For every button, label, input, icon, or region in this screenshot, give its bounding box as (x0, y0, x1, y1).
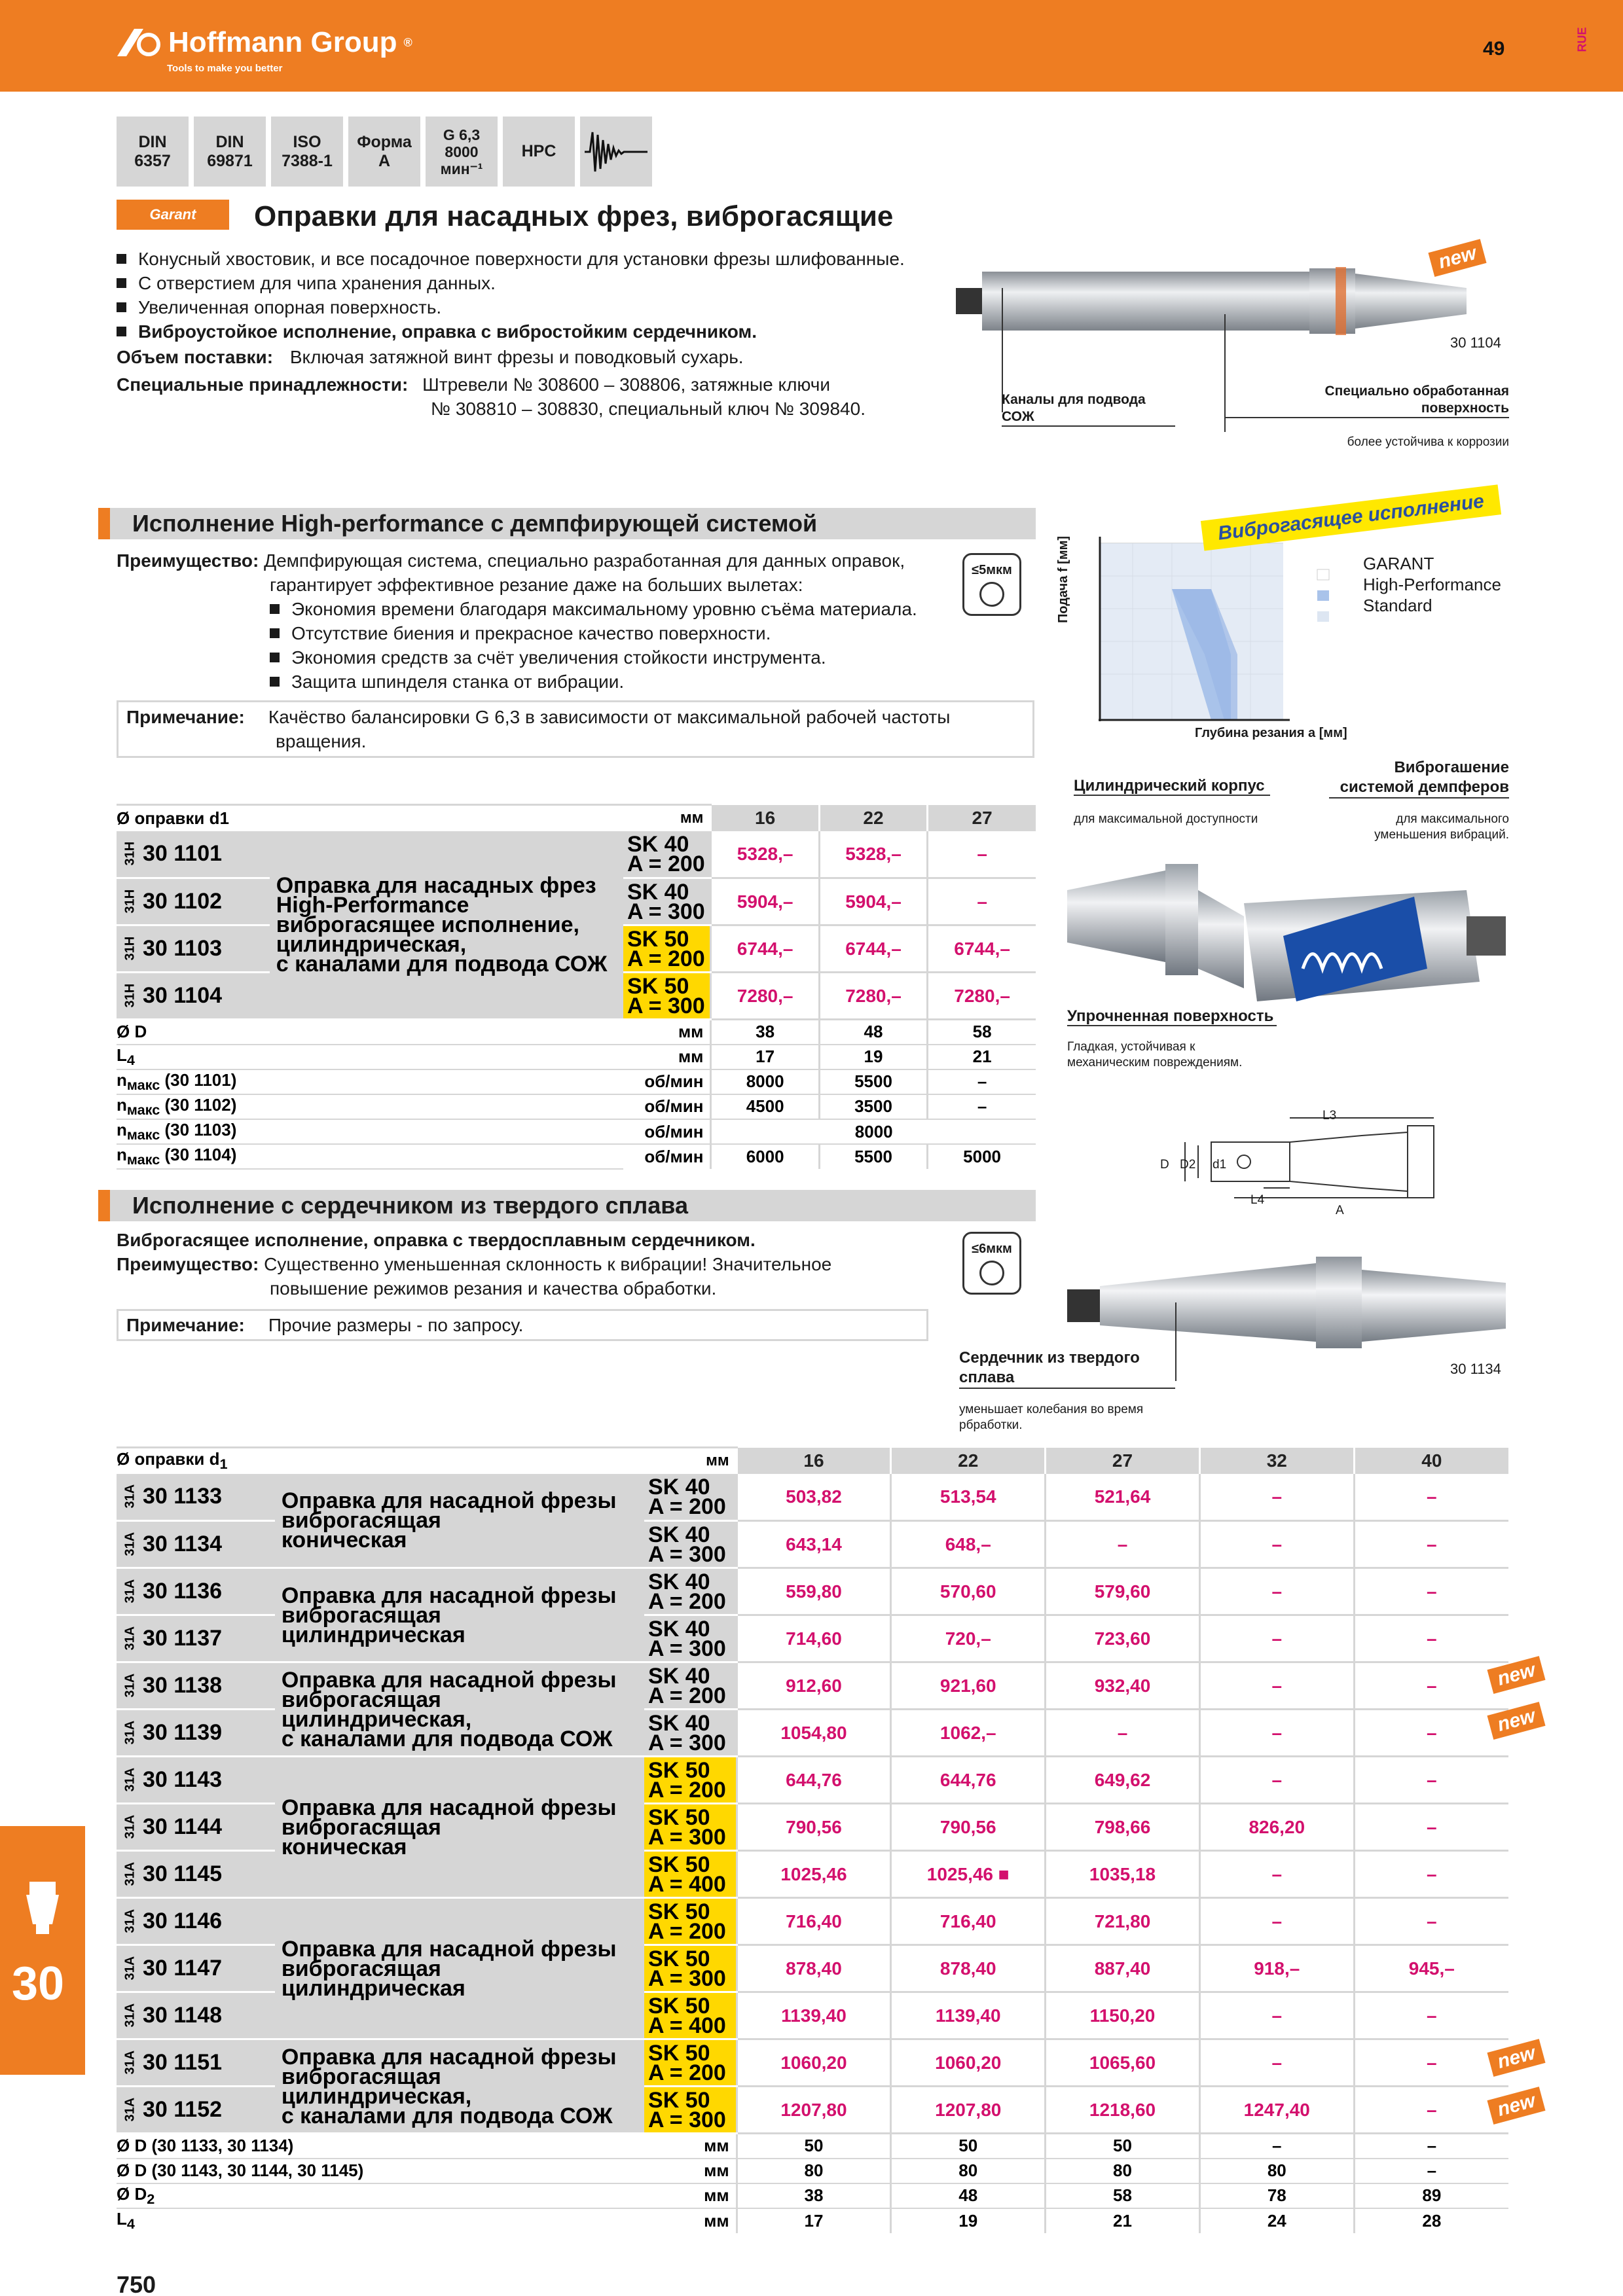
article-cell: 31A 30 1151 (117, 2039, 275, 2087)
article-number: 30 1151 (143, 2050, 223, 2075)
dimension-row: $L_4$ мм 17 19 21 24 28 (117, 2208, 1508, 2233)
price-cell: – (1046, 1710, 1200, 1757)
tolerance-badge: ≤6мкм (962, 1232, 1021, 1295)
price-cell: 1025,46 ■ (891, 1851, 1046, 1898)
table-header-row (117, 805, 1036, 831)
price-cell: 1247,40 (1199, 2087, 1354, 2134)
price-cell: 1025,46 (737, 1851, 891, 1898)
dimension-row: $n_{макс}$ (30 1104) об/мин 6000 5500 5000 (117, 1144, 1036, 1169)
price-cell: 1139,40 (891, 1992, 1046, 2039)
description-cell: Оправка для насадной фрезы виброгасящая цилиндрическая (275, 1568, 644, 1662)
price-cell: – (1354, 1662, 1508, 1710)
taper-cell: SK 40 A = 300 (644, 1710, 737, 1757)
table-row[interactable]: 31H 30 1103 SK 50 A = 200 6744,– 6744,– 6744,– (117, 925, 1036, 973)
standard-badge: HPC (503, 117, 575, 187)
feature-list (117, 247, 905, 421)
article-number: 30 1143 (143, 1767, 223, 1792)
unit-label: мм (623, 805, 711, 831)
price-cell: 1035,18 (1046, 1851, 1200, 1898)
price-cell: – (1199, 1615, 1354, 1662)
price-cell: 1218,60 (1046, 2087, 1200, 2134)
table-row[interactable]: 31H 30 1102 SK 40 A = 300 5904,– 5904,– – (117, 878, 1036, 925)
price-cell: – (1199, 1662, 1354, 1710)
table-header-row: Ø оправки $d_1$ мм 16 22 27 32 40 (117, 1448, 1508, 1474)
price-cell: 559,80 (737, 1568, 891, 1615)
table-row[interactable] (117, 1662, 1508, 1710)
feature-item: Увеличенная опорная поверхность. (138, 297, 442, 317)
price-cell: – (1354, 2087, 1508, 2134)
description-cell: Оправка для насадной фрезы виброгасящая цилиндрическая, с каналами для подвода СОЖ (275, 1662, 644, 1757)
page-title: Оправки для насадных фрез, виброгасящие (254, 200, 894, 232)
article-number: 30 1148 (143, 2003, 223, 2028)
legend-item: GARANT (1363, 554, 1434, 573)
dimension-row: Ø D (30 1143, 30 1144, 30 1145) мм 80 80 80 80 – (117, 2159, 1508, 2183)
price-cell: 887,40 (1046, 1945, 1200, 1992)
article-cell: 31A 30 1138 (117, 1662, 275, 1710)
carbide-text: Виброгасящее исполнение, оправка с твердосплавным сердечником. Преимущество: Существенно уменьшенная склонность к вибрации! Значительное повышение режимов резания и качества обработки. (117, 1230, 832, 1299)
garant-logo: Garant (117, 200, 229, 230)
standard-badge: ISO 7388-1 (271, 117, 343, 187)
article-number: 30 1133 (143, 1484, 223, 1509)
table-row[interactable] (117, 1568, 1508, 1615)
price-cell: 798,66 (1046, 1804, 1200, 1851)
caption-hardened: Упрочненная поверхность (1067, 1008, 1277, 1026)
section-bar-hp: Исполнение High-performance с демпфирующей системой (98, 508, 1036, 539)
price-cell: 644,76 (737, 1757, 891, 1804)
hp-item: Отсутствие биения и прекрасное качество поверхности. (291, 623, 771, 643)
price-cell: 945,– (1354, 1945, 1508, 1992)
caption-core: Сердечник из твердого сплава (959, 1348, 1175, 1389)
price-cell: 503,82 (737, 1474, 891, 1521)
price-cell: 1207,80 (891, 2087, 1046, 2134)
dimension-row: $n_{макс}$ (30 1103) об/мин 8000 (117, 1119, 1036, 1144)
dimension-row: $L_4$ мм 17 19 21 (117, 1045, 1036, 1069)
price-cell: – (1199, 2039, 1354, 2087)
leader-line (1175, 1302, 1176, 1381)
section-bar-carbide: Исполнение с сердечником из твердого сплава (98, 1190, 1036, 1221)
accessories-label: Специальные принадлежности: (117, 374, 409, 395)
taper-cell: SK 50 A = 300 (644, 2087, 737, 2134)
price-cell: 7280,– (711, 973, 819, 1020)
tool-holder-icon (20, 1878, 65, 1937)
price-cell: – (1354, 1992, 1508, 2039)
col-header: 27 (928, 805, 1036, 831)
chart-y-label: Подача f [мм] (1056, 535, 1070, 623)
dimension-row: $n_{макс}$ (30 1102) об/мин 4500 3500 – (117, 1094, 1036, 1119)
carbide-holder-image (1054, 1244, 1512, 1361)
description-cell: Оправка для насадной фрезы виброгасящая цилиндрическая (275, 1898, 644, 2039)
standard-badge: DIN 6357 (117, 117, 189, 187)
price-cell: 1150,20 (1046, 1992, 1200, 2039)
price-cell: – (1199, 1898, 1354, 1945)
price-cell: 721,80 (1046, 1898, 1200, 1945)
chart-x-label: Глубина резания a [мм] (1195, 726, 1347, 740)
description-cell: Оправка для насадной фрезы виброгасящая коническая (275, 1474, 644, 1568)
standard-badge: Форма A (348, 117, 420, 187)
accessories-text: Штревели № 308600 – 308806, затяжные ключи (422, 374, 831, 395)
price-cell: – (1199, 1757, 1354, 1804)
price-cell: – (1354, 1474, 1508, 1521)
price-cell: – (1199, 1710, 1354, 1757)
standard-badge: DIN 69871 (194, 117, 266, 187)
price-cell: 716,40 (891, 1898, 1046, 1945)
hp-item: Экономия средств за счёт увеличения стойкости инструмента. (291, 647, 826, 668)
delivery-label: Объем поставки: (117, 347, 274, 367)
article-cell: 31A 30 1146 (117, 1898, 275, 1945)
dimension-row: Ø D мм 38 48 58 (117, 1020, 1036, 1045)
legend-item: Standard (1363, 596, 1432, 615)
taper-cell: SK 50 A = 200 (644, 1757, 737, 1804)
price-cell: – (1046, 1521, 1200, 1568)
caption-body-sub: для максимальной доступности (1074, 812, 1258, 826)
taper-cell: SK 50 A = 300 (644, 1945, 737, 1992)
article-code: 30 1134 (1450, 1361, 1501, 1377)
price-cell: 649,62 (1046, 1757, 1200, 1804)
taper-cell: SK 50 A = 200 (644, 1898, 737, 1945)
brand-name: Hoffmann Group (168, 26, 397, 58)
hp-advantages: Преимущество: Демпфирующая система, специально разработанная для данных оправок, гарантирует эффективное резание даже на больших вылетах: Экономия времени благодаря максимальному уровню съёма материала. Отсутствие биения и прекрасное качество поверхности. Экономия средств за счёт увеличения стойкости инструмента. Защита шпинделя станка от вибрации. (117, 548, 968, 694)
chapter-tab[interactable] (0, 1826, 85, 2075)
dimension-row: $n_{макс}$ (30 1101) об/мин 8000 5500 – (117, 1069, 1036, 1094)
price-cell: 878,40 (891, 1945, 1046, 1992)
caption-damper: Виброгашение системой демпферов (1329, 758, 1509, 798)
taper-cell: SK 50 A = 300 (644, 1804, 737, 1851)
caption-coolant: Каналы для подвода СОЖ (1002, 391, 1175, 427)
price-cell: 723,60 (1046, 1615, 1200, 1662)
brand-logo: Hoffmann Group ® (115, 26, 412, 59)
price-cell: – (1354, 1757, 1508, 1804)
table-row[interactable] (117, 1757, 1508, 1804)
col-header: 40 (1354, 1448, 1508, 1474)
carbide-note: Примечание: Прочие размеры - по запросу. (117, 1309, 928, 1341)
price-cell: 878,40 (737, 1945, 891, 1992)
price-cell: 912,60 (737, 1662, 891, 1710)
price-cell: – (1354, 2039, 1508, 2087)
dim-label: L4 (1250, 1193, 1265, 1207)
price-cell: 513,54 (891, 1474, 1046, 1521)
vibration-icon (580, 117, 652, 187)
taper-cell: SK 50 A = 400 (644, 1851, 737, 1898)
taper-cell: SK 40 A = 200 (644, 1474, 737, 1521)
price-cell: 644,76 (891, 1757, 1046, 1804)
price-cell: 921,60 (891, 1662, 1046, 1710)
article-number: 30 1152 (143, 2097, 223, 2122)
dimension-row: Ø D (30 1133, 30 1134) мм 50 50 50 – – (117, 2134, 1508, 2159)
article-cell: 31A 30 1152 (117, 2087, 275, 2134)
dim-label: D (1160, 1158, 1169, 1172)
delivery-text: Включая затяжной винт фрезы и поводковый сухарь. (289, 347, 744, 367)
table-row[interactable]: 31H 30 1104 SK 50 A = 300 7280,– 7280,– 7280,– (117, 973, 1036, 1020)
new-badge: new (1428, 239, 1486, 277)
tolerance-badge: ≤5мкм (962, 553, 1021, 616)
taper-cell: SK 50 A = 200 (644, 2039, 737, 2087)
carbide-price-table (117, 1446, 1508, 2233)
price-cell: 5328,– (711, 831, 819, 878)
page-number: 750 (117, 2271, 156, 2296)
new-badge: new (1487, 2039, 1545, 2077)
col-header: 27 (1046, 1448, 1200, 1474)
price-cell: – (1199, 1521, 1354, 1568)
article-number: 30 1134 (143, 1532, 223, 1556)
price-cell: 7280,– (928, 973, 1036, 1020)
caption-surface-sub: более устойчива к коррозии (1347, 435, 1509, 449)
price-cell: 1065,60 (1046, 2039, 1200, 2087)
article-number: 30 1138 (143, 1673, 223, 1698)
price-cell: – (1199, 1851, 1354, 1898)
caption-damper-sub: для максимального уменьшения вибраций. (1374, 812, 1509, 842)
article-number: 30 1145 (143, 1861, 223, 1886)
damper-cutaway-image (1061, 851, 1519, 1021)
chart-legend (1363, 553, 1501, 616)
article-cell: 31A 30 1143 (117, 1757, 275, 1804)
price-cell: – (1354, 1568, 1508, 1615)
price-cell: – (1199, 1992, 1354, 2039)
price-cell: – (1199, 1474, 1354, 1521)
description-cell: Оправка для насадной фрезы виброгасящая коническая (275, 1757, 644, 1898)
price-cell: – (1354, 1898, 1508, 1945)
price-cell: 521,64 (1046, 1474, 1200, 1521)
vibration-chart (1061, 504, 1519, 753)
caption-body: Цилиндрический корпус (1074, 778, 1270, 796)
article-number: 30 1147 (143, 1956, 223, 1981)
price-cell: – (1199, 1568, 1354, 1615)
caption-surface: Специально обработанная поверхность (1224, 383, 1509, 418)
price-cell: – (928, 831, 1036, 878)
article-cell: 31A 30 1147 (117, 1945, 275, 1992)
col-header: 16 (737, 1448, 891, 1474)
article-cell: 31A 30 1148 (117, 1992, 275, 2039)
price-cell: 1054,80 (737, 1710, 891, 1757)
hp-item: Экономия времени благодаря максимальному уровню съёма материала. (291, 599, 917, 619)
price-cell: 648,– (891, 1521, 1046, 1568)
article-code: 30 1104 (1450, 334, 1501, 351)
price-cell: 570,60 (891, 1568, 1046, 1615)
article-number: 30 1146 (143, 1909, 223, 1933)
article-cell: 31A 30 1139 (117, 1710, 275, 1757)
price-cell: 716,40 (737, 1898, 891, 1945)
new-badge: new (1487, 1656, 1545, 1694)
col-label: Ø оправки d1 (117, 805, 623, 831)
price-cell: 790,56 (891, 1804, 1046, 1851)
article-number: 30 1136 (143, 1579, 223, 1604)
hp-price-table (117, 804, 1036, 1170)
price-cell: 1060,20 (891, 2039, 1046, 2087)
price-cell: 7280,– (819, 973, 927, 1020)
dim-label: D2 (1180, 1158, 1196, 1172)
hp-note: Примечание: Качёство балансировки G 6,3 в зависимости от максимальной рабочей частоты вращения. (117, 700, 1034, 758)
price-cell: 918,– (1199, 1945, 1354, 1992)
article-number: 30 1144 (143, 1814, 223, 1839)
caption-core-sub: уменьшает колебания во время рбработки. (959, 1403, 1144, 1432)
article-cell: 31A 30 1144 (117, 1804, 275, 1851)
feature-item: Виброустойкое исполнение, оправка с вибростойким сердечником. (138, 321, 757, 342)
table-row[interactable] (117, 2039, 1508, 2087)
price-cell: 643,14 (737, 1521, 891, 1568)
dimension-row: Ø $D_2$ мм 38 48 58 78 89 (117, 2183, 1508, 2208)
taper-cell: SK 40 A = 200 (644, 1568, 737, 1615)
price-cell: 6744,– (928, 925, 1036, 973)
price-cell: – (1354, 1521, 1508, 1568)
accessories-text-2: № 308810 – 308830, специальный ключ № 309840. (431, 399, 866, 419)
taper-cell: SK 40 A = 200 (644, 1662, 737, 1710)
price-cell: 5328,– (819, 831, 927, 878)
dimension-drawing (1165, 1106, 1467, 1224)
article-number: 30 1104 (143, 983, 223, 1008)
price-cell: 5904,– (711, 878, 819, 925)
new-badge: new (1487, 1702, 1545, 1740)
dim-label: d1 (1213, 1158, 1227, 1172)
price-cell: 1207,80 (737, 2087, 891, 2134)
price-cell: 932,40 (1046, 1662, 1200, 1710)
col-header: 22 (891, 1448, 1046, 1474)
article-cell: 31A 30 1136 (117, 1568, 275, 1615)
description-cell: Оправка для насадной фрезы виброгасящая цилиндрическая, с каналами для подвода СОЖ (275, 2039, 644, 2134)
article-cell: 31A 30 1145 (117, 1851, 275, 1898)
price-cell: 714,60 (737, 1615, 891, 1662)
hp-item: Защита шпинделя станка от вибрации. (291, 672, 625, 692)
table-row[interactable] (117, 1474, 1508, 1521)
article-number: 30 1101 (143, 841, 223, 867)
caption-hardened-sub: Гладкая, устойчивая к механическим повреждениям. (1067, 1040, 1243, 1069)
hoffmann-logo-icon (115, 27, 162, 58)
article-number: 30 1139 (143, 1720, 223, 1745)
article-cell: 31A 30 1137 (117, 1615, 275, 1662)
feature-item: С отверстием для чипа хранения данных. (138, 273, 496, 293)
price-cell: – (1354, 1851, 1508, 1898)
brand-tagline: Tools to make you better (167, 63, 283, 74)
balance-badge: G 6,3 8000 мин⁻¹ (426, 117, 498, 187)
price-cell: 5904,– (819, 878, 927, 925)
article-number: 30 1102 (143, 889, 223, 914)
col-header: 22 (819, 805, 927, 831)
price-cell: – (1354, 1710, 1508, 1757)
chart-banner: Виброгасящее исполнение (1201, 484, 1501, 550)
article-cell: 31A 30 1133 (117, 1474, 275, 1521)
price-cell: 1139,40 (737, 1992, 891, 2039)
price-cell: 1062,– (891, 1710, 1046, 1757)
price-cell: 6744,– (711, 925, 819, 973)
price-cell: 720,– (891, 1615, 1046, 1662)
price-cell: – (928, 878, 1036, 925)
chapter-number: 30 (12, 1958, 65, 2010)
col-header: 16 (711, 805, 819, 831)
taper-cell: SK 50 A = 400 (644, 1992, 737, 2039)
col-header: 32 (1199, 1448, 1354, 1474)
table-row[interactable]: 31H 30 1101 Оправка для насадных фрез High-Performance виброгасящее исполнение, цилиндрическая, с каналами для подвода СОЖ SK 40 A = 200 5328,– 5328,– – (117, 831, 1036, 878)
dim-label: A (1336, 1204, 1344, 1217)
price-cell: 790,56 (737, 1804, 891, 1851)
language-code: RUE (1575, 27, 1589, 52)
price-cell: – (1354, 1804, 1508, 1851)
price-cell: 579,60 (1046, 1568, 1200, 1615)
catalog-page-number: 49 (1483, 38, 1505, 60)
taper-cell: SK 40 A = 300 (644, 1521, 737, 1568)
price-cell: – (1354, 1615, 1508, 1662)
article-cell: 31A 30 1134 (117, 1521, 275, 1568)
price-cell: 1060,20 (737, 2039, 891, 2087)
standards-row (117, 117, 652, 187)
price-cell: 826,20 (1199, 1804, 1354, 1851)
table-row[interactable] (117, 1898, 1508, 1945)
price-cell: 6744,– (819, 925, 927, 973)
dim-label: L3 (1322, 1109, 1337, 1122)
legend-item: High-Performance (1363, 575, 1501, 594)
article-number: 30 1103 (143, 936, 223, 961)
feature-item: Конусный хвостовик, и все посадочное поверхности для установки фрезы шлифованные. (138, 249, 905, 269)
article-number: 30 1137 (143, 1626, 223, 1651)
new-badge: new (1487, 2087, 1545, 2125)
taper-cell: SK 40 A = 300 (644, 1615, 737, 1662)
